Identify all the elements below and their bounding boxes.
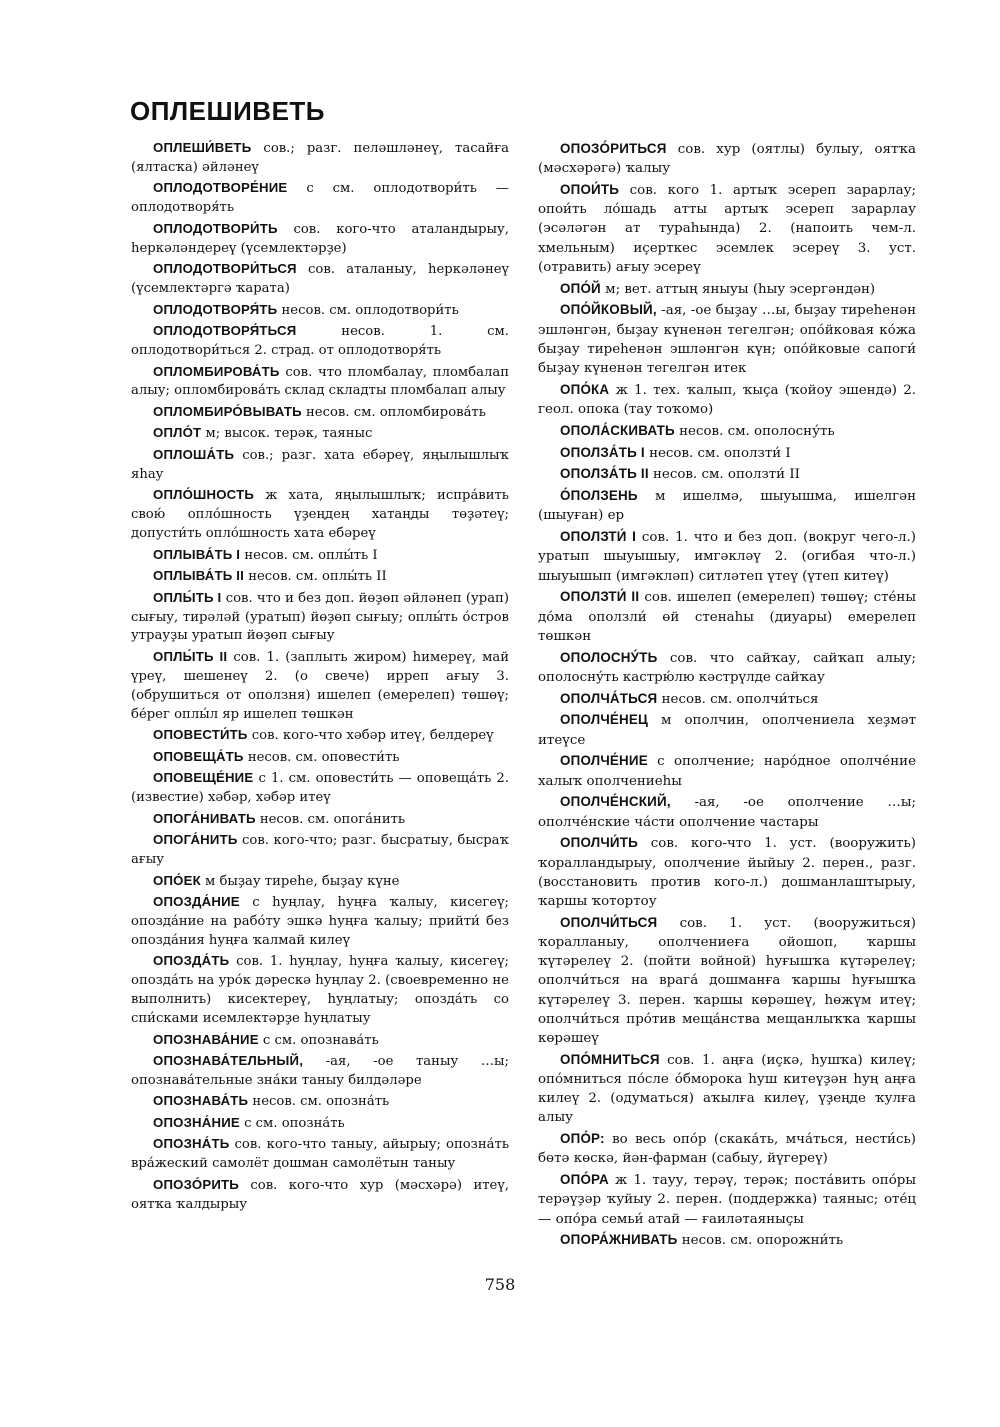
dictionary-entry — [131, 952, 509, 1029]
entry-definition: сов. аталаныу, һеркәләнеү (үсемлектәргә ҡарата) — [131, 262, 509, 297]
entry-headword: О́ПОЛЗЕНЬ — [560, 488, 638, 504]
entry-definition: сов. 1. аңға (иҫкә, һушҡа) килеү; опо́мниться по́сле о́бморока һуш китеүҙән һуң аңға килеү 2. (одуматься) аҡылға килеү, үҙеңде ҡулға алыу — [538, 1052, 916, 1126]
entry-definition: несов. см. оползти́ II — [648, 467, 800, 483]
entry-headword: ОПЛОДОТВОРЯ́ТЬ — [153, 301, 278, 317]
entry-definition: несов. см. оползти́ I — [644, 445, 791, 461]
entry-definition: с ополчение; наро́дное ополче́ние халыҡ ополчениеһы — [538, 754, 916, 789]
entry-definition: сов. что пломбалау, пломбалап алыу; опломбирова́ть склад складты пломбалап алыу — [131, 364, 509, 399]
dictionary-entry — [131, 363, 509, 402]
dictionary-entry — [538, 421, 916, 441]
entry-headword: ОПОВЕЩА́ТЬ — [153, 748, 244, 764]
dictionary-entry — [131, 260, 509, 299]
dictionary-entry — [538, 300, 916, 378]
entry-definition: несов. см. опорожни́ть — [677, 1233, 844, 1249]
entry-headword: ОПЛОДОТВОРИ́ТЬСЯ — [153, 261, 297, 277]
running-head: ОПЛЕШИВЕТЬ — [130, 96, 325, 126]
entry-definition: несов. 1. см. оплодотвори́ться 2. страд. от оплодотворя́ть — [131, 324, 509, 359]
entry-headword: ОПЛЫВА́ТЬ II — [153, 568, 245, 584]
entry-headword: ОПО́Й — [560, 280, 601, 296]
dictionary-entry — [131, 648, 509, 725]
entry-definition: сов. кого-что 1. уст. (вооружить) ҡоралландырыу, ополчение йыйыу 2. перен., разг. (восстановить против кого-л.) дошманлаштырыу, ҡаршы ҡотортоу — [538, 836, 916, 910]
entry-headword: ОПОЗНАВА́НИЕ — [153, 1031, 259, 1047]
entry-headword: ОПОЗНАВА́ТЬ — [153, 1093, 249, 1109]
entry-definition: сов.; разг. хата ебәреү, яңылышлыҡ яһау — [131, 447, 509, 482]
entry-headword: ОПЛЫ́ТЬ II — [153, 648, 228, 664]
dictionary-entry — [131, 220, 509, 259]
entry-headword: ОПЛОМБИРОВА́ТЬ — [153, 363, 280, 379]
dictionary-entry — [131, 424, 509, 444]
entry-definition: -ая, -ое таныу …ы; опознава́тельные зна́ки таныу билдәләре — [131, 1054, 509, 1088]
entry-headword: ОПЛО́Т — [153, 425, 202, 441]
entry-definition: сов. хур (оятлы) булыу, оятҡа (мәсхәрәгә) ҡалыу — [538, 142, 916, 177]
entry-definition: сов. 1. что и без доп. (вокруг чего-л.) уратып шыуышыу, имгәкләү 2. (огибая что-л.) шыуышып (имгәкләп) ситләтеп үтеү (үтеп китеү) — [538, 530, 916, 584]
entry-definition: сов.; разг. пеләшләнеү, тасайға (ялтасҡа) әйләнеү — [131, 141, 509, 175]
column-left — [131, 139, 509, 1216]
entry-headword: ОПОВЕЩЕ́НИЕ — [153, 770, 254, 786]
entry-headword: ОПОЛЗА́ТЬ I — [560, 444, 645, 460]
entry-headword: ОПОРА́ЖНИВАТЬ — [560, 1232, 678, 1248]
page-number: 758 — [484, 1275, 516, 1294]
entry-definition: сов. кого 1. артыҡ эсереп зарарлау; опои́ть ло́шадь атты артыҡ эсереп зарарлау (эсәләгән ат тураһында) 2. (напоить чем-л. хмельным) иҫерткес эсемлек эсереү 3. уст. (отравить) ағыу эсереү — [538, 183, 916, 275]
entry-headword: ОПЛЕШИ́ВЕТЬ — [153, 140, 252, 155]
dictionary-entry — [131, 486, 509, 544]
dictionary-entry — [131, 322, 509, 361]
entry-headword: ОПЛОША́ТЬ — [153, 446, 235, 462]
dictionary-entry — [538, 279, 916, 299]
dictionary-entry — [538, 1170, 916, 1229]
entry-headword: ОПО́ЙКОВЫЙ, — [560, 302, 657, 318]
dictionary-entry — [131, 179, 509, 218]
entry-definition: сов. ишелеп (емерелеп) төшөү; сте́ны до́ма оползли́ өй стенаһы (диуары) емерелеп төшкән — [538, 590, 916, 644]
entry-headword: ОПОЛЗТИ́ I — [560, 529, 637, 545]
entry-definition: сов. 1. уст. (вооружиться) ҡоралланыу, ополчениеға ойошоп, ҡаршы ҡүтәрелеү 2. (пойти войной) һуғышҡа күтәрелеү; ополчи́ться на врага́ дошманға ҡаршы һуғышҡа күтәрелеү 3. перен. ҡаршы көрәшеү, һөжүм итеү; ополчи́ться про́тив меща́нства мещанлыҡҡа ҡаршы көрәшеү — [538, 915, 916, 1047]
entry-headword: ОПЛОМБИРО́ВЫВАТЬ — [153, 403, 302, 419]
entry-headword: ОПОЗО́РИТЬСЯ — [560, 141, 667, 156]
entry-definition: сов. 1. (заплыть жиром) һимереү, май үреү, шешенеү 2. (о свече) ирреп ағыу 3. (обрушиться от оползня) ишелеп (емерелеп) төшөү; бе́рег оплы́л яр ишелеп төшкән — [131, 649, 509, 722]
entry-headword: ОПОЛЧИ́ТЬ — [560, 835, 638, 851]
entry-headword: ОПОЛЗТИ́ II — [560, 589, 640, 605]
entry-definition: м ишелмә, шыуышма, ишелгән (шыуған) ер — [538, 489, 916, 524]
dictionary-entry — [131, 769, 509, 808]
entry-headword: ОПОЗНА́НИЕ — [153, 1114, 240, 1130]
dictionary-entry — [538, 792, 916, 831]
entry-headword: ОПОЛЧЕ́НЕЦ — [560, 712, 649, 728]
dictionary-entry — [131, 748, 509, 768]
dictionary-entry — [131, 546, 509, 566]
entry-definition: сов. кого-что таныу, айырыу; опозна́ть вра́жеский самолёт дошман самолётын таныу — [131, 1137, 509, 1172]
dictionary-entry — [131, 567, 509, 587]
entry-definition: ж 1. тех. ҡалып, ҡыҫа (ҡойоу эшендә) 2. геол. опока (тау тоҡомо) — [538, 382, 916, 418]
entry-definition: сов. кого-что аталандырыу, һеркәләндереү (үсемлектәрҙе) — [131, 221, 509, 256]
dictionary-entry — [131, 1114, 509, 1134]
dictionary-entry — [131, 1135, 509, 1174]
entry-definition: м; вет. аттың яныуы (һыу эсергәндән) — [600, 281, 876, 297]
entry-definition: с см. оплодотвори́ть — оплодотворя́ть — [131, 181, 509, 216]
entry-headword: ОПО́РА — [560, 1172, 609, 1188]
column-right — [538, 139, 916, 1252]
dictionary-entry — [538, 443, 916, 463]
dictionary-entry — [538, 689, 916, 709]
dictionary-entry — [131, 403, 509, 423]
entry-headword: ОПО́ЕК — [153, 872, 201, 888]
dictionary-entry — [538, 527, 916, 586]
entry-definition: несов. см. ополчи́ться — [657, 691, 819, 707]
dictionary-entry — [538, 1230, 916, 1250]
dictionary-entry — [131, 810, 509, 830]
dictionary-entry — [131, 301, 509, 321]
entry-definition: несов. см. опломбирова́ть — [301, 404, 486, 420]
entry-headword: ОПОЛОСНУ́ТЬ — [560, 649, 658, 665]
entry-definition: м быҙау тиреһе, быҙау күне — [200, 873, 400, 889]
entry-definition: ж 1. тауу, терәү, терәк; поста́вить опо́ры терәүҙәр ҡуйыу 2. перен. (поддержка) таяныс; оте́ц — опо́ра семьи́ атай — ғаиләтаяныҫы — [538, 1173, 916, 1227]
entry-definition: с см. опозна́ть — [239, 1115, 345, 1131]
dictionary-entry — [131, 1031, 509, 1051]
entry-definition: м; высок. терәк, таяныс — [201, 426, 373, 442]
dictionary-entry — [538, 648, 916, 687]
entry-definition: -ая, -ое быҙау …ы, быҙау тиреһенән эшләнгән, быҙау күненән тегелгән; опо́йковая ко́жа быҙау тиреһенән эшләнгән күн; опо́йковые сапоги́ быҙау күненән тегелгән итек — [538, 303, 916, 377]
entry-headword: ОПОЗНА́ТЬ — [153, 1136, 230, 1152]
dictionary-entry — [538, 139, 916, 178]
entry-headword: ОПОЗО́РИТЬ — [153, 1176, 239, 1192]
entry-headword: ОПОГА́НИТЬ — [153, 832, 238, 848]
entry-definition: -ая, -ое ополчение …ы; ополче́нские ча́сти ополчение частары — [538, 795, 916, 830]
entry-headword: ОПОЛЧИ́ТЬСЯ — [560, 914, 658, 930]
entry-definition: несов. см. оплодотвори́ть — [277, 302, 459, 318]
entry-definition: несов. см. оплы́ть II — [244, 569, 387, 585]
dictionary-entry — [131, 1052, 509, 1091]
entry-definition: сов. что и без доп. йөҙөп әйләнеп (урап) сығыу, тирәләй (уратып) йөҙөп сығыу; оплы́ть о́стров утрауҙы уратып йөҙөп сығыу — [131, 590, 509, 644]
entry-definition: ж хата, яңылышлыҡ; испра́вить свою́ опло́шность үҙеңдең хатаңды төҙәтеү; допусти́ть опло́шность хата ебәреү — [131, 488, 509, 542]
entry-headword: ОПОЛЗА́ТЬ II — [560, 466, 649, 482]
dictionary-entry — [538, 1129, 916, 1168]
entry-headword: ОПОГА́НИВАТЬ — [153, 810, 256, 826]
entry-definition: во весь опо́р (скака́ть, мча́ться, нести́сь) бөтә көскә, йән-фарман (сабыу, йүгереү) — [538, 1132, 916, 1167]
dictionary-entry — [538, 833, 916, 911]
dictionary-entry — [538, 380, 916, 419]
entry-definition: сов. 1. һуңлау, һуңға ҡалыу, кисегеү; опозда́ть на уро́к дәрескә һуңлау 2. (своевременно не выполнить) кисектереү, һуңлатыу; опозда́ть со спи́сками исемлектәрҙе һуңлатыу — [131, 954, 509, 1027]
entry-headword: ОПОЗДА́ТЬ — [153, 953, 230, 969]
entry-headword: ОПЛЫ́ТЬ I — [153, 589, 222, 605]
dictionary-entry — [131, 831, 509, 870]
dictionary-entry — [131, 872, 509, 892]
entry-headword: ОПОЗНАВА́ТЕЛЬНЫЙ, — [153, 1053, 304, 1069]
dictionary-entry — [131, 446, 509, 485]
dictionary-entry — [538, 751, 916, 790]
entry-definition: м ополчин, ополчениела хеҙмәт итеүсе — [538, 713, 916, 748]
dictionary-entry — [131, 1176, 509, 1215]
entry-headword: ОПОВЕСТИ́ТЬ — [153, 727, 248, 743]
entry-headword: ОПОЛЧЕ́НСКИЙ, — [560, 794, 671, 810]
entry-definition: сов. что сайҡау, сайҡап алыу; ополосну́ть кастрю́лю кәстрүлде сайҡау — [538, 650, 916, 685]
dictionary-entry — [131, 139, 509, 178]
entry-headword: ОПОЗДА́НИЕ — [153, 894, 240, 909]
entry-definition: с һуңлау, һуңға ҡалыу, кисегеү; опозда́ние на рабо́ту эшкә һуңға ҡалыу; прийти́ без опозда́ния һуңға ҡалмай килеү — [131, 895, 509, 948]
dictionary-entry — [538, 587, 916, 646]
entry-headword: ОПО́КА — [560, 381, 610, 397]
entry-definition: несов. см. опозна́ть — [248, 1094, 390, 1110]
dictionary-entry — [131, 893, 509, 951]
dictionary-entry — [538, 913, 916, 1048]
dictionary-entry — [538, 1050, 916, 1128]
dictionary-entry — [538, 486, 916, 525]
dictionary-entry — [131, 1092, 509, 1112]
dictionary-entry — [131, 726, 509, 746]
entry-headword: ОПЛОДОТВОРЯ́ТЬСЯ — [153, 323, 297, 339]
entry-headword: ОПОИ́ТЬ — [560, 182, 620, 197]
dictionary-entry — [538, 464, 916, 484]
entry-headword: ОПО́МНИТЬСЯ — [560, 1051, 660, 1067]
entry-headword: ОПЛЫВА́ТЬ I — [153, 546, 241, 562]
entry-definition: с 1. см. оповести́ть — оповеща́ть 2. (известие) хәбәр, хәбәр итеү — [131, 771, 509, 806]
entry-definition: несов. см. оповести́ть — [243, 749, 400, 765]
entry-definition: сов. кого-что хур (мәсхәрә) итеү, оятҡа ҡалдырыу — [131, 1177, 509, 1212]
entry-definition: несов. см. опога́нить — [255, 811, 406, 827]
dictionary-entry — [538, 180, 916, 277]
entry-headword: ОПОЛЧА́ТЬСЯ — [560, 690, 658, 706]
dictionary-entry — [131, 589, 509, 647]
entry-headword: ОПЛОДОТВОРИ́ТЬ — [153, 220, 278, 236]
dictionary-entry — [538, 710, 916, 749]
entry-definition: с см. опознава́ть — [258, 1032, 379, 1048]
entry-headword: ОПОЛА́СКИВАТЬ — [560, 422, 675, 438]
entry-definition: несов. см. ополосну́ть — [674, 423, 835, 439]
entry-headword: ОПЛОДОТВОРЕ́НИЕ — [153, 180, 288, 196]
entry-headword: ОПО́Р: — [560, 1131, 605, 1147]
entry-headword: ОПОЛЧЕ́НИЕ — [560, 753, 648, 769]
entry-definition: несов. см. оплы́ть I — [240, 547, 378, 563]
entry-definition: сов. кого-что хәбәр итеү, белдереү — [247, 728, 494, 744]
entry-headword: ОПЛО́ШНОСТЬ — [153, 487, 255, 503]
entry-definition: сов. кого-что; разг. бысратыу, бысраҡ ағыу — [131, 833, 509, 867]
